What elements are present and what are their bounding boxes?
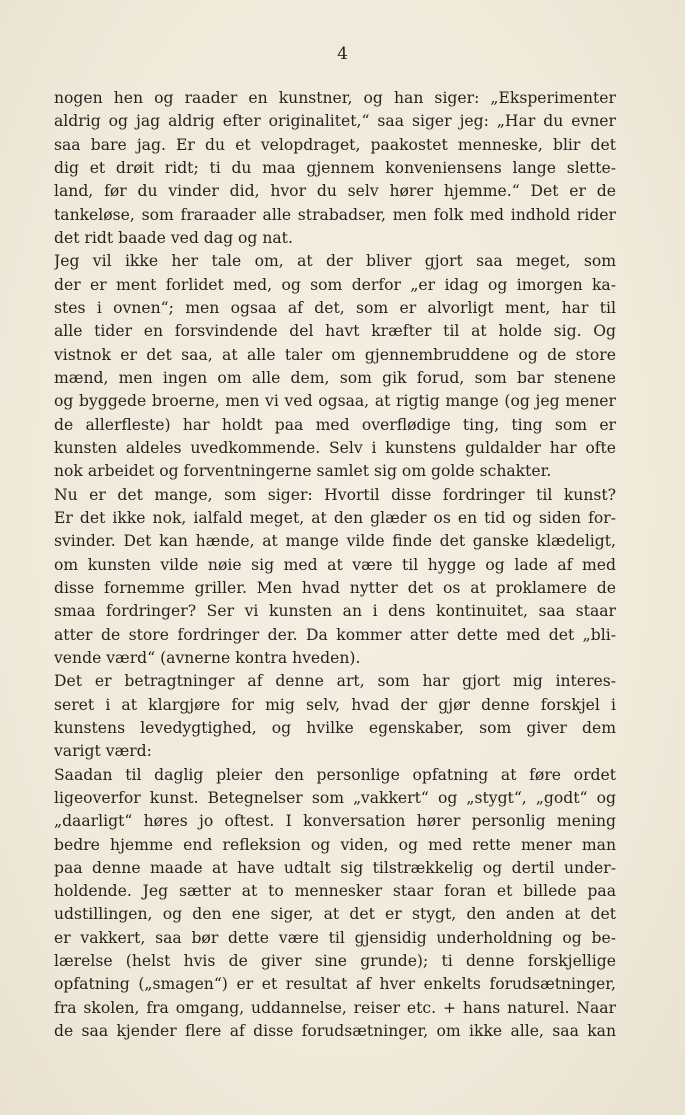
- page-number: 4: [337, 44, 348, 64]
- text-line: aldrig og jag aldrig efter originalitet,“ saa siger jeg: „Har du evner: [54, 112, 616, 131]
- text-line: paa denne maade at have udtalt sig tilstrækkelig og dertil under-: [54, 858, 616, 877]
- text-line: varigt værd:: [54, 742, 152, 761]
- text-line: bedre hjemme end refleksion og viden, og med rette mener man: [54, 835, 616, 854]
- text-line: alle tider en forsvindende del havt kræfter til at holde sig. Og: [54, 322, 616, 341]
- text-line: seret i at klargjøre for mig selv, hvad der gjør denne forskjel i: [54, 695, 616, 714]
- body-text: [54, 87, 616, 1043]
- text-line: vistnok er det saa, at alle taler om gjennembruddene og de store: [54, 345, 616, 364]
- text-line: mænd, men ingen om alle dem, som gik forud, som bar stenene: [54, 368, 616, 387]
- text-line: det ridt baade ved dag og nat.: [54, 228, 293, 247]
- text-line: Jeg vil ikke her tale om, at der bliver gjort saa meget, som: [54, 252, 616, 271]
- text-line: Er det ikke nok, ialfald meget, at den glæder os en tid og siden for-: [54, 508, 616, 527]
- text-line: kunsten aldeles uvedkommende. Selv i kunstens guldalder har ofte: [54, 438, 616, 457]
- text-line: opfatning („smagen“) er et resultat af hver enkelts forudsætninger,: [54, 975, 616, 994]
- text-line: disse fornemme griller. Men hvad nytter det os at proklamere de: [54, 578, 616, 597]
- text-line: lærelse (helst hvis de giver sine grunde); ti denne forskjellige: [54, 952, 616, 971]
- text-line: vende værd“ (avnerne kontra hveden).: [54, 648, 361, 667]
- text-line: Nu er det mange, som siger: Hvortil disse fordringer til kunst?: [54, 485, 616, 504]
- text-line: atter de store fordringer der. Da kommer atter dette med det „bli-: [54, 625, 616, 644]
- text-line: og byggede broerne, men vi ved ogsaa, at rigtig mange (og jeg mener: [54, 392, 616, 411]
- text-line: holdende. Jeg sætter at to mennesker staar foran et billede paa: [54, 882, 616, 901]
- text-line: land, før du vinder did, hvor du selv hører hjemme.“ Det er de: [54, 182, 616, 201]
- text-line: udstillingen, og den ene siger, at det er stygt, den anden at det: [54, 905, 616, 924]
- text-line: stes i ovnen“; men ogsaa af det, som er alvorligt ment, har til: [54, 298, 616, 317]
- text-line: er vakkert, saa bør dette være til gjensidig underholdning og be-: [54, 928, 616, 947]
- text-line: tankeløse, som fraraader alle strabadser, men folk med indhold rider: [54, 205, 616, 224]
- text-line: nok arbeidet og forventningerne samlet sig om golde schakter.: [54, 462, 552, 481]
- text-line: om kunsten vilde nøie sig med at være til hygge og lade af med: [54, 555, 616, 574]
- text-line: der er ment forlidet med, og som derfor „er idag og imorgen ka-: [54, 275, 616, 294]
- text-line: smaa fordringer? Ser vi kunsten an i dens kontinuitet, saa staar: [54, 602, 616, 621]
- text-line: Det er betragtninger af denne art, som har gjort mig interes-: [54, 672, 616, 691]
- text-line: ligeoverfor kunst. Betegnelser som „vakkert“ og „stygt“, „godt“ og: [54, 788, 616, 807]
- text-line: fra skolen, fra omgang, uddannelse, reiser etc. + hans naturel. Naar: [54, 998, 616, 1017]
- text-line: „daarligt“ høres jo oftest. I konversation hører personlig mening: [54, 812, 616, 831]
- text-line: de allerfleste) har holdt paa med overflødige ting, ting som er: [54, 415, 616, 434]
- text-line: nogen hen og raader en kunstner, og han siger: „Eksperimenter: [54, 89, 616, 107]
- text-line: dig et drøit ridt; ti du maa gjennem konveniensens lange slette-: [54, 158, 616, 177]
- text-line: saa bare jag. Er du et velopdraget, paakostet menneske, blir det: [54, 135, 616, 154]
- text-line: de saa kjender flere af disse forudsætninger, om ikke alle, saa kan: [54, 1022, 616, 1041]
- text-line: Saadan til daglig pleier den personlige opfatning at føre ordet: [54, 765, 616, 784]
- text-line: svinder. Det kan hænde, at mange vilde finde det ganske klædeligt,: [54, 532, 616, 551]
- text-line: kunstens levedygtighed, og hvilke egenskaber, som giver dem: [54, 718, 616, 737]
